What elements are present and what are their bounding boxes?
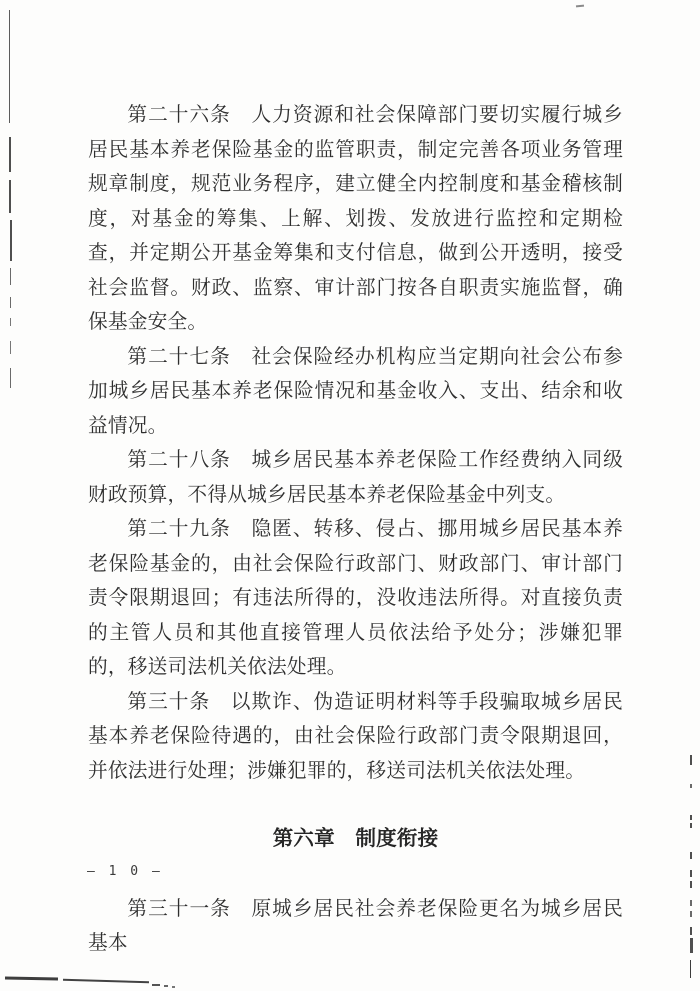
scan-artifact-top-mark — [576, 5, 584, 8]
scan-artifact-right-edge-dash — [690, 852, 692, 859]
scan-artifact-left-edge-line — [10, 341, 11, 354]
article-26-paragraph: 第二十六条 人力资源和社会保障部门要切实履行城乡居民基本养老保险基金的监管职责，制定完善各项业务管理规章制度，规范业务程序，建立健全内控制度和基金稽核制度，对基金的筹集、上解、划拨、发放进行监控和定期检查，并定期公开基金筹集和支付信息，做到公开透明，接受社会监督。财政、监察、审计部门按各自职责实施监督，确保基金安全。 — [88, 104, 623, 333]
scan-artifact-left-edge-line — [9, 137, 11, 172]
scan-artifact-bottom-line — [172, 986, 175, 988]
scan-artifact-left-edge-line — [10, 220, 12, 261]
scan-artifact-left-edge-line — [10, 268, 11, 285]
scan-artifact-bottom-line — [152, 984, 160, 986]
scan-artifact-right-edge-dash — [690, 784, 692, 788]
scan-artifact-bottom-line — [5, 976, 58, 980]
page-number: — 1 0 — — [87, 864, 163, 879]
scan-artifact-right-edge-dash — [690, 815, 692, 820]
scan-artifact-right-edge-dash — [690, 881, 692, 888]
article-27-paragraph: 第二十七条 社会保险经办机构应当定期向社会公布参加城乡居民基本养老保险情况和基金收入、支出、结余和收益情况。 — [88, 345, 623, 437]
chapter-6-heading: 第六章 制度衔接 — [272, 827, 439, 850]
scan-artifact-left-edge-line — [10, 318, 11, 326]
scan-artifact-right-edge-dash — [690, 938, 693, 953]
scan-artifact-bottom-line — [63, 979, 149, 983]
scan-artifact-bottom-line — [164, 985, 168, 987]
scan-artifact-right-edge-dash — [690, 870, 692, 877]
scan-artifact-left-edge-line — [9, 180, 11, 213]
scan-artifact-right-edge-dash — [690, 927, 692, 935]
scan-artifact-right-edge-dash — [690, 911, 692, 917]
scan-artifact-left-edge-line — [9, 10, 10, 123]
scan-artifact-left-edge-line — [10, 297, 11, 308]
scan-artifact-left-edge-line — [10, 368, 11, 388]
scan-artifact-right-edge-dash — [690, 960, 691, 978]
scan-artifact-right-edge-dash — [690, 755, 692, 765]
scan-artifact-right-edge-dash — [690, 900, 692, 906]
article-28-paragraph: 第二十八条 城乡居民基本养老保险工作经费纳入同级财政预算，不得从城乡居民基本养老保险基金中列支。 — [88, 449, 623, 506]
article-29-paragraph: 第二十九条 隐匿、转移、侵占、挪用城乡居民基本养老保险基金的，由社会保险行政部门、财政部门、审计部门责令限期退回；有违法所得的，没收违法所得。对直接负责的主管人员和其他直接管理人员依法给予处分；涉嫌犯罪的，移送司法机关依法处理。 — [88, 518, 623, 678]
article-31-paragraph: 第三十一条 原城乡居民社会养老保险更名为城乡居民基本 — [88, 897, 623, 954]
scan-artifact-right-edge-dash — [690, 823, 692, 828]
article-30-paragraph: 第三十条 以欺诈、伪造证明材料等手段骗取城乡居民基本养老保险待遇的，由社会保险行政部门责令限期退回，并依法进行处理；涉嫌犯罪的，移送司法机关依法处理。 — [88, 690, 623, 782]
document-body — [88, 98, 623, 961]
